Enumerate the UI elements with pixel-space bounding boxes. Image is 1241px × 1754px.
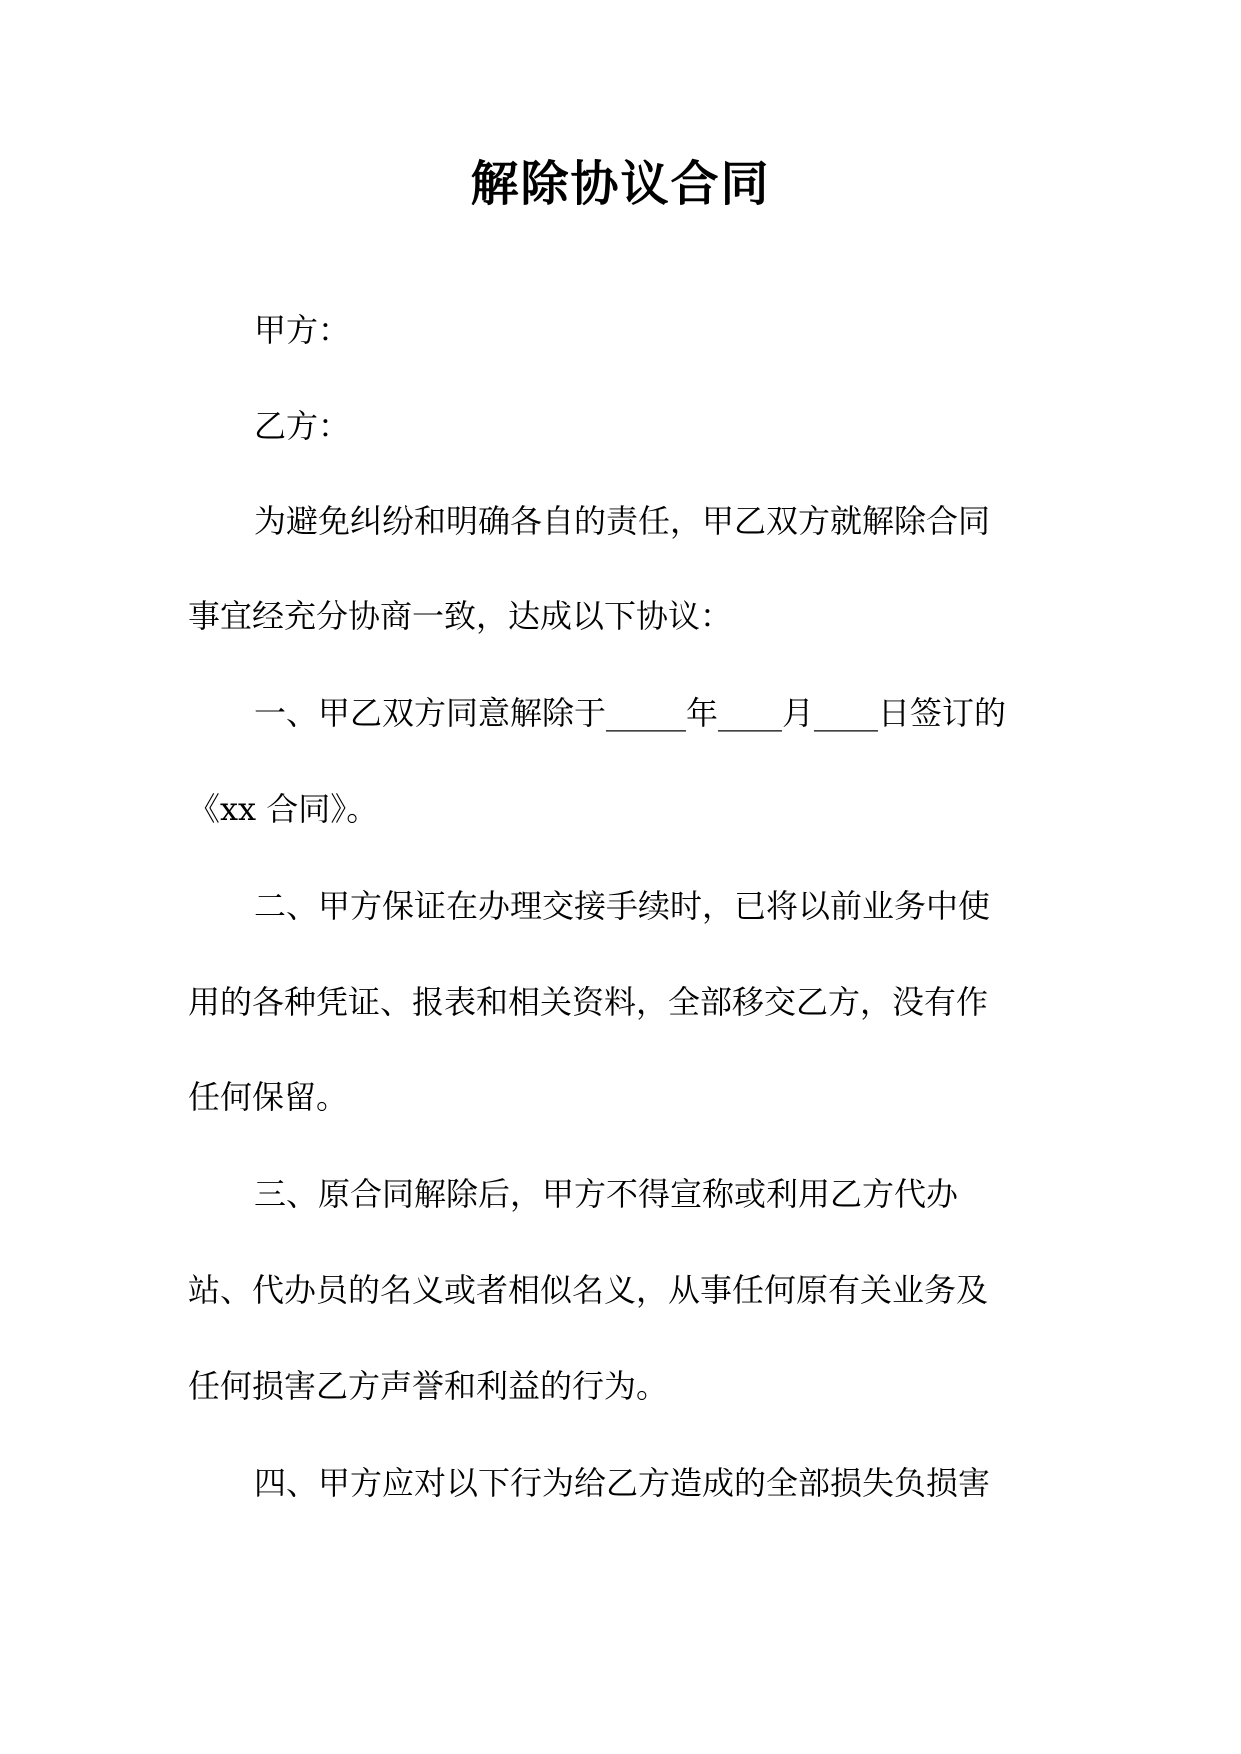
preamble-line-1: 为避免纠纷和明确各自的责任，甲乙双方就解除合同 xyxy=(254,502,991,540)
clause-1-line-2: 《xx 合同》。 xyxy=(188,790,379,828)
clause-2-line-3: 任何保留。 xyxy=(188,1078,349,1116)
party-a-line: 甲方： xyxy=(254,311,351,349)
clause-3-line-3: 任何损害乙方声誉和利益的行为。 xyxy=(188,1367,669,1405)
clause-1-line-1: 一、甲乙双方同意解除于_____年____月____日签订的 xyxy=(254,694,1007,732)
clause-3-line-2: 站、代办员的名义或者相似名义，从事任何原有关业务及 xyxy=(188,1271,989,1309)
clause-4-line-1: 四、甲方应对以下行为给乙方造成的全部损失负损害 xyxy=(254,1464,991,1502)
clause-2-line-1: 二、甲方保证在办理交接手续时，已将以前业务中使 xyxy=(254,887,991,925)
party-b-line: 乙方： xyxy=(254,407,351,445)
clause-3-line-1: 三、原合同解除后，甲方不得宣称或利用乙方代办 xyxy=(254,1175,959,1213)
clause-2-line-2: 用的各种凭证、报表和相关资料，全部移交乙方，没有作 xyxy=(188,983,989,1021)
document-title: 解除协议合同 xyxy=(470,156,771,212)
preamble-line-2: 事宜经充分协商一致，达成以下协议： xyxy=(188,597,733,635)
